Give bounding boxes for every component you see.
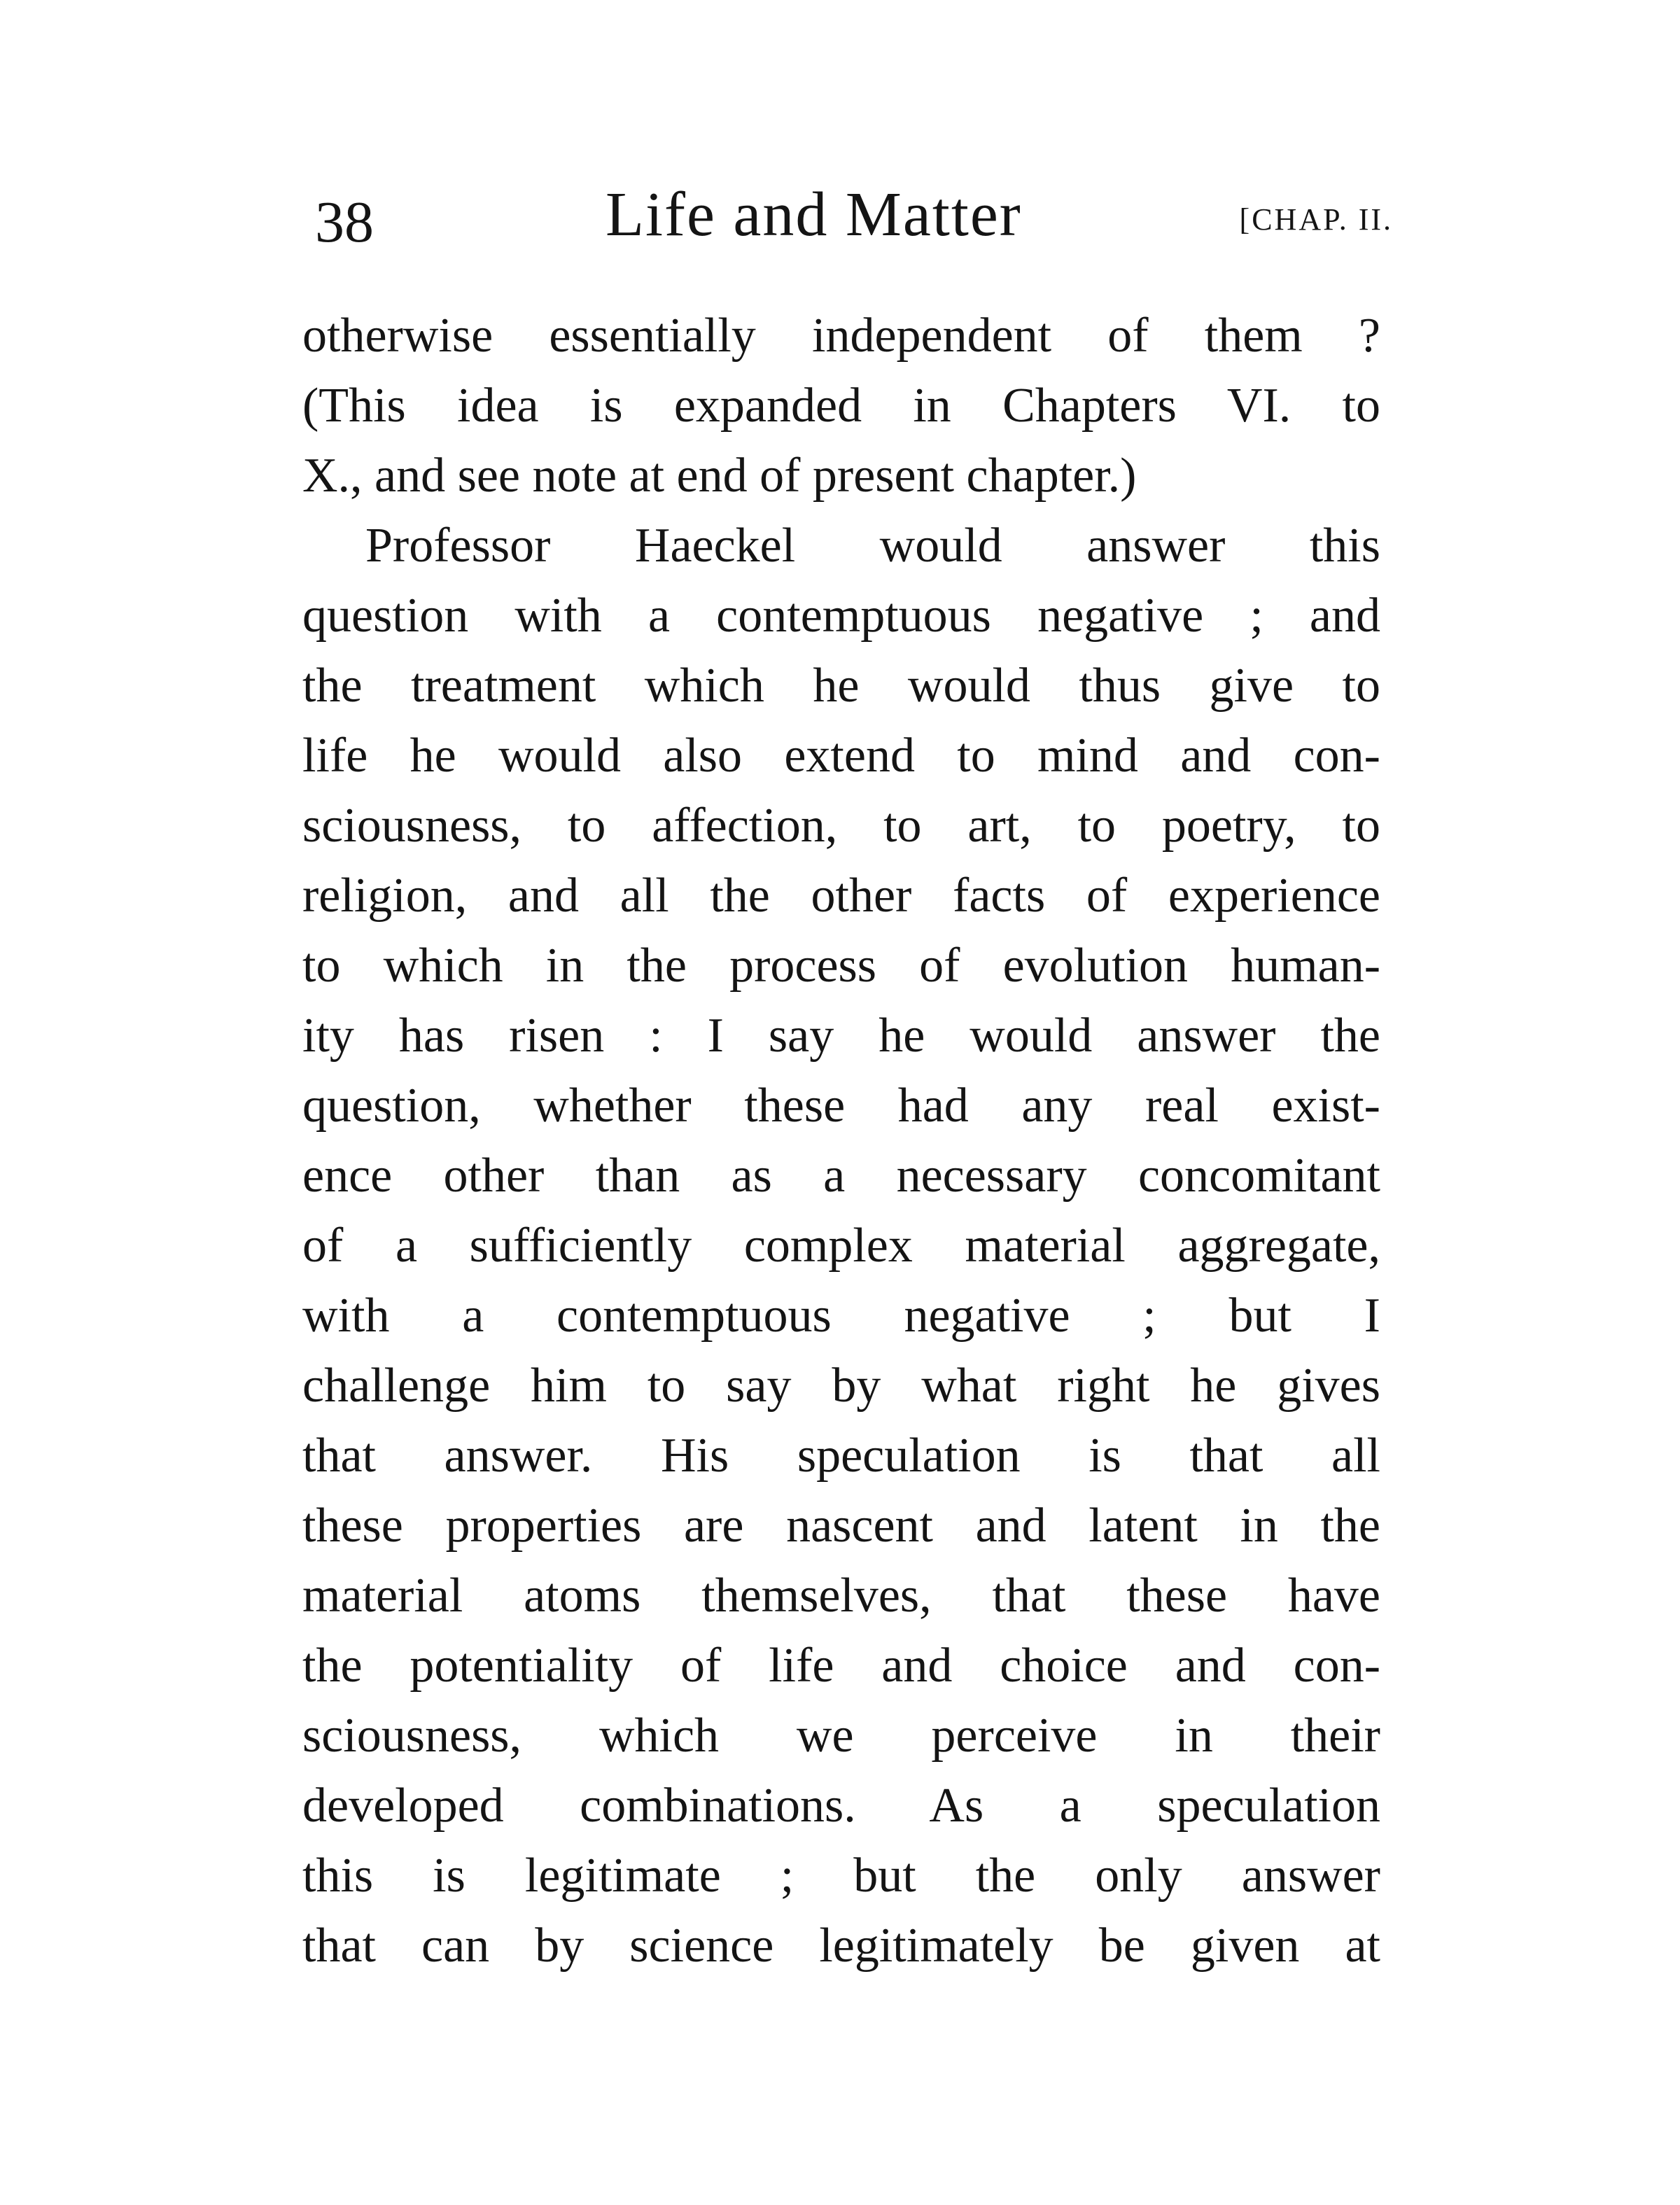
- text-line: question, whether these had any real exist-: [302, 1079, 1380, 1133]
- page-number: 38: [315, 190, 374, 255]
- text-line: sciousness, which we perceive in their: [302, 1709, 1380, 1763]
- chapter-reference: [CHAP. II.: [1239, 202, 1393, 237]
- text-line: Professor Haeckel would answer this: [365, 519, 1380, 573]
- text-line: this is legitimate ; but the only answer: [302, 1849, 1380, 1903]
- body-text: [302, 301, 1380, 1981]
- text-line: the treatment which he would thus give to: [302, 659, 1380, 713]
- text-line: (This idea is expanded in Chapters VI. to: [302, 379, 1380, 433]
- paragraph: [302, 301, 1380, 511]
- text-line: question with a contemptuous negative ; and: [302, 589, 1380, 643]
- text-line: ence other than as a necessary concomitant: [302, 1149, 1380, 1203]
- text-line: these properties are nascent and latent in the: [302, 1499, 1380, 1553]
- text-line: developed combinations. As a speculation: [302, 1779, 1380, 1833]
- paragraph: [302, 511, 1380, 1981]
- text-line: of a sufficiently complex material aggregate,: [302, 1219, 1380, 1273]
- text-line: the potentiality of life and choice and con-: [302, 1639, 1380, 1693]
- text-line: material atoms themselves, that these have: [302, 1569, 1380, 1623]
- text-line: ity has risen : I say he would answer the: [302, 1009, 1380, 1063]
- text-line: that can by science legitimately be given at: [302, 1919, 1380, 1973]
- text-line: otherwise essentially independent of them ?: [302, 309, 1380, 363]
- running-title: Life and Matter: [606, 180, 1022, 249]
- text-line: with a contemptuous negative ; but I: [302, 1289, 1380, 1343]
- text-line: religion, and all the other facts of experience: [302, 869, 1380, 923]
- page-header: [308, 176, 1400, 267]
- text-line: to which in the process of evolution human-: [302, 939, 1380, 993]
- text-line: life he would also extend to mind and con-: [302, 729, 1380, 783]
- text-line: sciousness, to affection, to art, to poetry, to: [302, 799, 1380, 853]
- text-line: X., and see note at end of present chapter.): [302, 449, 1137, 503]
- text-line: challenge him to say by what right he gives: [302, 1359, 1380, 1413]
- text-line: that answer. His speculation is that all: [302, 1429, 1380, 1483]
